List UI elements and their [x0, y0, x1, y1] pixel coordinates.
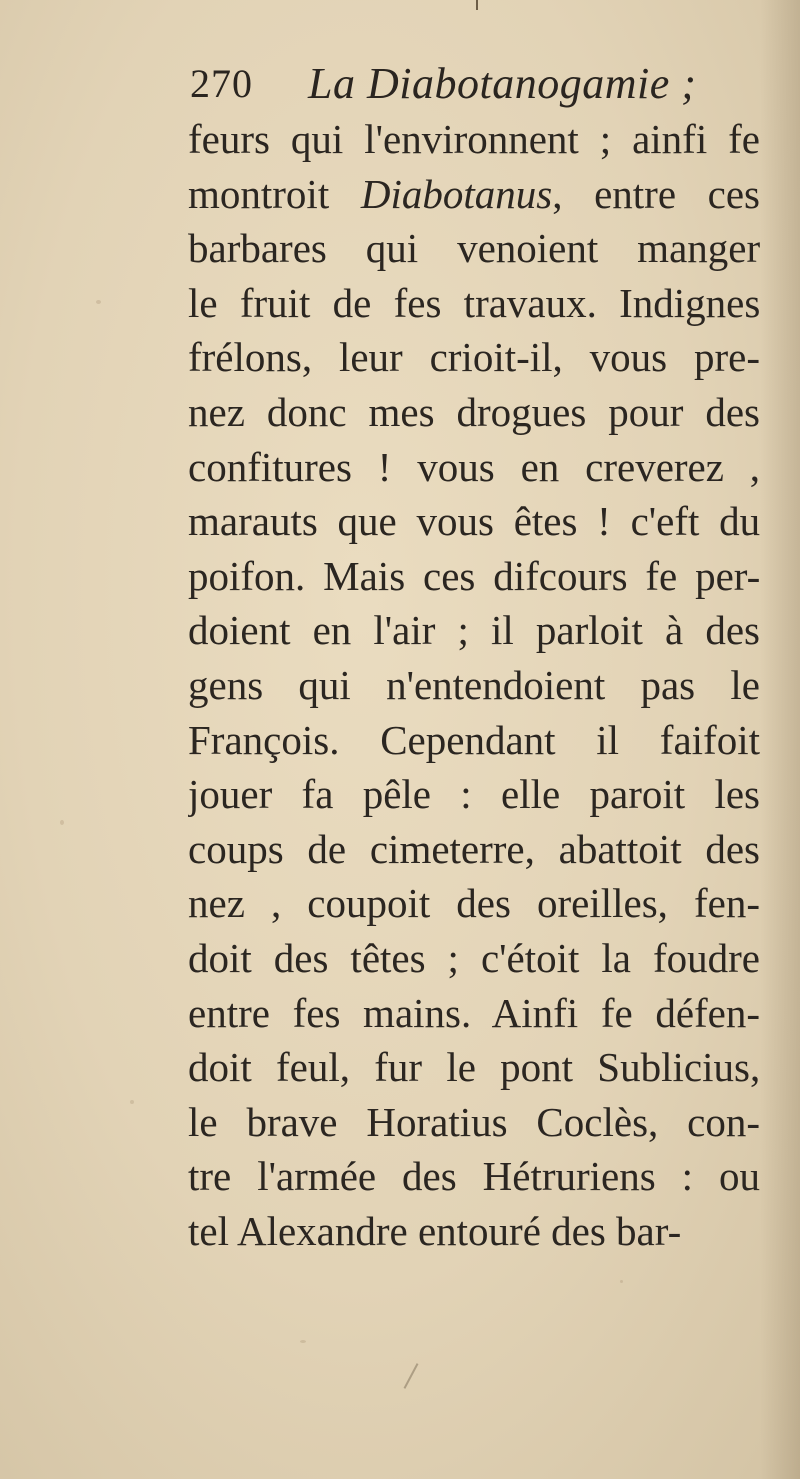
text-segment: doit feul, fur le pont Sublicius, — [188, 1044, 760, 1091]
page-mark — [476, 0, 478, 10]
page-speck — [60, 820, 64, 825]
text-segment: le fruit de fes travaux. Indignes — [188, 279, 760, 326]
page-speck — [620, 1280, 623, 1283]
page-number: 270 — [190, 61, 253, 106]
text-line — [188, 221, 760, 276]
page-header — [190, 58, 750, 118]
text-line — [188, 330, 760, 385]
text-segment: entre fes mains. Ainfi fe défen- — [188, 989, 760, 1036]
text-line — [188, 713, 760, 768]
text-segment: doit des têtes ; c'étoit la foudre — [188, 934, 760, 981]
text-segment: montroit — [188, 170, 361, 217]
text-line — [188, 658, 760, 713]
text-line — [188, 112, 760, 167]
text-line — [188, 276, 760, 331]
text-segment: tel Alexandre entouré des bar- — [188, 1207, 682, 1254]
text-line — [188, 1149, 760, 1204]
running-title: La Diabotanogamie ; — [308, 59, 697, 108]
text-segment: frélons, leur crioit-il, vous pre- — [188, 334, 760, 381]
text-line — [188, 822, 760, 877]
text-segment: tre l'armée des Hétruriens : ou — [188, 1153, 760, 1200]
text-segment: confitures ! vous en creverez , — [188, 443, 760, 490]
text-line — [188, 767, 760, 822]
text-segment: jouer fa pêle : elle paroit les — [188, 771, 760, 818]
page-speck — [130, 1100, 134, 1104]
text-segment: nez donc mes drogues pour des — [188, 388, 760, 435]
text-line — [188, 1204, 760, 1259]
text-line — [188, 385, 760, 440]
text-line — [188, 440, 760, 495]
text-line — [188, 1040, 760, 1095]
text-segment: marauts que vous êtes ! c'eft du — [188, 498, 760, 545]
text-segment: feurs qui l'environnent ; ainfi fe — [188, 116, 760, 162]
text-line — [188, 167, 760, 222]
italic-name: Diabotanus — [360, 170, 553, 217]
page-speck — [300, 1340, 306, 1343]
text-segment: nez , coupoit des oreilles, fen- — [188, 880, 760, 927]
text-line — [188, 876, 760, 931]
text-line — [188, 1095, 760, 1150]
text-line — [188, 549, 760, 604]
text-line — [188, 603, 760, 658]
text-segment: poifon. Mais ces difcours fe per- — [188, 552, 760, 599]
text-segment: François. Cependant il faifoit — [188, 716, 760, 763]
text-line — [188, 931, 760, 986]
text-segment: barbares qui venoient manger — [188, 225, 760, 272]
gutter-shadow — [760, 0, 800, 1479]
text-segment: coups de cimeterre, abattoit des — [188, 825, 760, 872]
text-segment: , entre ces — [552, 170, 760, 217]
text-line — [188, 494, 760, 549]
text-segment: gens qui n'entendoient pas le — [188, 661, 760, 708]
text-segment: le brave Horatius Coclès, con- — [188, 1098, 760, 1145]
page-mark — [404, 1363, 419, 1389]
page-speck — [96, 300, 101, 304]
body-text — [188, 112, 760, 1258]
text-segment: doient en l'air ; il parloit à des — [188, 607, 760, 654]
text-line — [188, 986, 760, 1041]
